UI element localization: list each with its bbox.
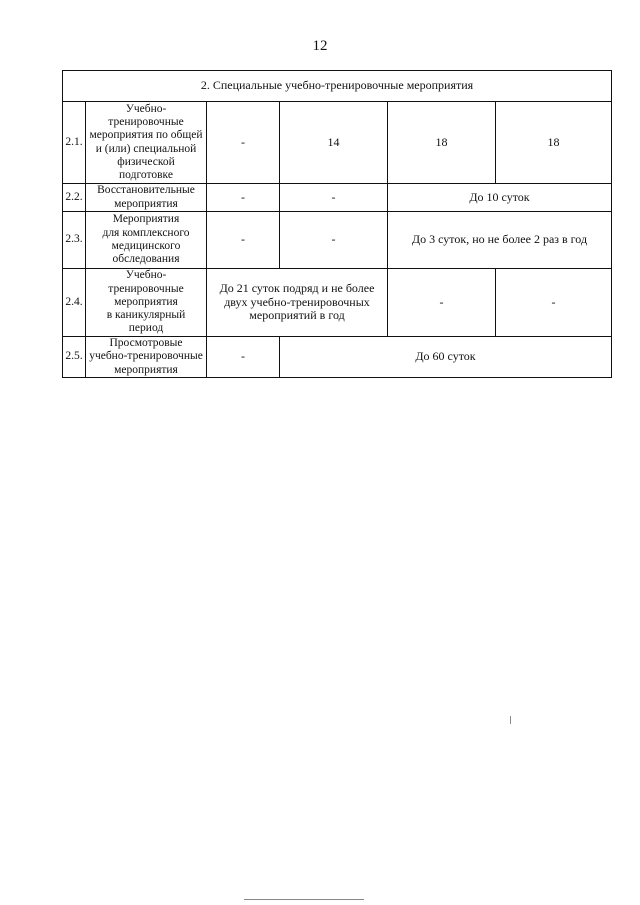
value-cell: - [207, 102, 280, 184]
event-name: Мероприятия для комплексного медицинского обследования [86, 212, 207, 269]
row-number: 2.2. [63, 184, 86, 212]
row-number: 2.1. [63, 102, 86, 184]
scan-artifact-line [244, 899, 364, 900]
event-name: Просмотровые учебно-тренировочные мероприятия [86, 337, 207, 378]
scan-artifact-dot [510, 716, 511, 724]
table-row [63, 337, 612, 378]
table-row [63, 184, 612, 212]
table-row [63, 212, 612, 269]
row-number: 2.3. [63, 212, 86, 269]
value-cell: - [496, 269, 612, 337]
merged-value-cell: До 10 суток [388, 184, 612, 212]
page-number: 12 [312, 38, 328, 54]
value-cell: - [388, 269, 496, 337]
training-events-table [62, 70, 612, 378]
value-cell: - [207, 337, 280, 378]
table-row [63, 102, 612, 184]
row-number: 2.5. [63, 337, 86, 378]
value-cell: 18 [496, 102, 612, 184]
event-name: Учебно- тренировочные мероприятия по общей и (или) специальной физической подготовке [86, 102, 207, 184]
event-name: Восстановительные мероприятия [86, 184, 207, 212]
value-cell: - [280, 212, 388, 269]
value-cell: - [207, 212, 280, 269]
row-number: 2.4. [63, 269, 86, 337]
merged-value-cell: До 60 суток [280, 337, 612, 378]
merged-value-cell: До 21 суток подряд и не более двух учебно-тренировочных мероприятий в год [207, 269, 388, 337]
value-cell: 18 [388, 102, 496, 184]
section-header-row [63, 71, 612, 102]
section-title: 2. Специальные учебно-тренировочные мероприятия [63, 71, 612, 102]
table-row [63, 269, 612, 337]
merged-value-cell: До 3 суток, но не более 2 раз в год [388, 212, 612, 269]
event-name: Учебно- тренировочные мероприятия в каникулярный период [86, 269, 207, 337]
value-cell: - [207, 184, 280, 212]
value-cell: 14 [280, 102, 388, 184]
value-cell: - [280, 184, 388, 212]
